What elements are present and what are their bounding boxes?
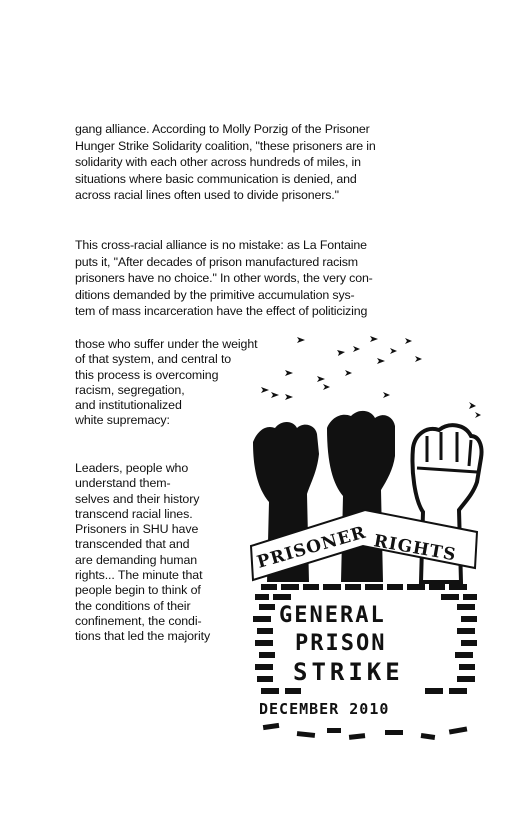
text-line: understand them-	[75, 476, 171, 491]
paragraph-1	[75, 121, 445, 204]
block-quote	[75, 461, 255, 645]
text-line: the conditions of their	[75, 598, 191, 613]
birds-icon	[245, 336, 481, 422]
text-line: puts it, "After decades of prison manufactured racism	[75, 254, 358, 269]
banner-text-rights: RIGHTS	[372, 531, 458, 566]
text-line: white supremacy:	[75, 413, 170, 428]
wall-text-general: GENERAL	[279, 603, 386, 628]
text-line: across racial lines often used to divide prisoners."	[75, 188, 339, 203]
text-line: Prisoners in SHU have	[75, 522, 199, 537]
text-line: prisoners have no choice." In other words, the very con-	[75, 271, 373, 286]
text-line: rights... The minute that	[75, 568, 203, 583]
text-line: and institutionalized	[75, 398, 182, 413]
text-line: This cross-racial alliance is no mistake: as La Fontaine	[75, 238, 367, 252]
strike-slogan	[259, 603, 404, 718]
paragraph-2-wrapped	[75, 337, 257, 429]
paragraph-2	[75, 237, 445, 320]
wall-text-strike: STRIKE	[293, 658, 404, 686]
text-line: people begin to think of	[75, 583, 201, 598]
text-line: are demanding human	[75, 552, 198, 567]
text-line: transcend racial lines.	[75, 506, 193, 521]
text-line: Leaders, people who	[75, 461, 189, 475]
text-line: of that system, and central to	[75, 352, 232, 367]
fist-middle-icon	[327, 411, 395, 582]
wall-text-prison: PRISON	[295, 631, 387, 656]
wall-text-date: DECEMBER 2010	[259, 700, 390, 718]
text-line: Hunger Strike Solidarity coalition, "these prisoners are in	[75, 138, 376, 153]
text-line: racism, segregation,	[75, 382, 185, 397]
text-line: transcended that and	[75, 537, 190, 552]
text-line: confinement, the condi-	[75, 613, 202, 628]
prison-strike-artwork	[245, 332, 485, 752]
text-line: situations where basic communication is denied, and	[75, 171, 357, 186]
text-line: this process is overcoming	[75, 367, 219, 382]
text-line: selves and their history	[75, 491, 200, 506]
text-line: those who suffer under the weight	[75, 337, 258, 351]
text-line: gang alliance. According to Molly Porzig of the Prisoner	[75, 122, 370, 136]
text-line: solidarity with each other across hundreds of miles, in	[75, 155, 361, 170]
text-line: ditions demanded by the primitive accumulation sys-	[75, 287, 355, 302]
text-line: tem of mass incarceration have the effect of politicizing	[75, 304, 368, 319]
banner-text-prisoner: PRISONER	[254, 522, 369, 573]
text-line: tions that led the majority	[75, 629, 211, 644]
